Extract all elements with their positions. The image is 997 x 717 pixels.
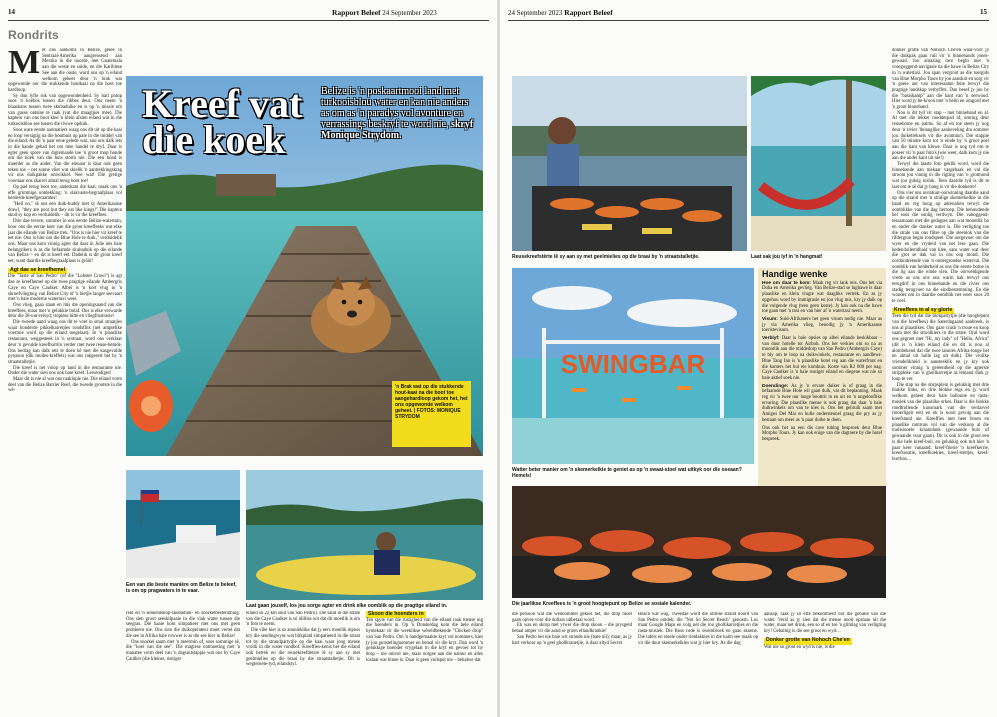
masthead: Rapport Beleef [564,8,613,17]
top-rule [8,20,489,21]
tip-text: Suid-Afrikaners het geen visum nodig nie. Maar as jy via Amerika vlieg, benodig jy 'n Amerikaanse toeristevisum. [762,316,883,334]
tip-text: As jy 'n ervare duiker is of graag in die befaamde Blue Hole wil gaan duik, vat dit beplanning. Maak reg vir 'n twee uur lange boottrit in en uit en 'n ongelooflike ervaring. Die plaaslike mense is ook graag dat daar 'n baie duikwinkels om van te kies is. Ons het gebruik saam met Amigos Del Mar en hulle ondersteunel graag die pry as jy bestaan om meer as 'n paar duike te doen. [762,383,883,423]
tip-item [762,336,882,382]
article-column-3 [246,611,360,713]
article-paragraph: Ek was en skrop met yrwer die drop skoon – die prysgeld betaal amper vir die aand se groen ellandkrankie! [512,623,632,635]
standfirst [321,86,476,141]
masthead: Rapport Beleef [332,8,381,17]
article-paragraph: Maar dit is nie al wat ons raaklopie nie. Die eiland vorm deel van die Belize Barrier Reef, die tweede grootste in die wê- [8,377,122,394]
article-column-2 [126,611,240,713]
drop-cap: M [8,48,41,81]
headline-line-2: die koek [142,117,286,162]
article-paragraph: Wat nie so groot en wyd is nie, is die [764,644,835,650]
subheading: Skoon die hoenders in [368,611,424,617]
lobster-grill-illustration [512,76,747,251]
page-number: 15 [980,8,987,16]
hammock-illustration [751,76,886,251]
headline-line-1: Kreef vat [142,81,303,126]
article-paragraph: Ons vier ons avontuur-oorwinning daardie aand op die strand met 'n stralige skemerkelkie in die hand en reg hoog op adrenalien terwyl die oomblikke van die dag herroep. Die behoudende hel soos die sonlig verdwyn. Die vanoggend-tesaarnaam met die gedagtes aan wat moontlik bo en onder die donker water is. Die verligting toe die strale van ons flitse op die steenlok van die rifdergroe begin rondspeel. Die oorgevoer om die wyer en die vrydeid van net lese gaan. Die hedendollemdhaid van klee, sans water wat deur die grot se dak val in ons oop mond. Die oordondreende van 'n ondergrondse waterval. Die oomblik van helderheid as ons die eerste bome in die lig aan die einde sien. Die oorweldigende vrede as ons ons ons warm hak terwyl ons terugdrif in ons binnebande en die rivier ons stadig terugvoer na die eindbestemming. En die wonder om in daardie oomblik net weer soos 20 te voel. [892,190,989,304]
article-column-7 [764,612,886,713]
folio-masthead [332,8,437,17]
article-paragraph: donker grotte van Nohoch Che'en waar-voor jy die duikpak gaan ruil vir 'n binnebands jones-gewaad. Jou amazing race begin met 'n vroegoggend-navigasie na die hawe in Belize City in 'n watertaxi. Jou span vergroot as die toergids van Blue Morpho Tours by jou aansluit en sorg vir 'n goeie uur van interessante feite terwyl die pragtige landskap verbyflits. Dan besef jy jou by die "basiskamp" aan die kant van 'n oerwoud. Hier word jy be-kroon met 'n helm en omgord met 'n groot binneband. [892,48,989,111]
section-label: Rondrits [8,28,59,42]
festival-photo [512,486,886,598]
issue-date: 24 September 2023 [508,9,563,17]
tip-item [762,281,882,315]
kayak-caption: Laat gaan jouself, los jou sorge agter en drink elke oomblik op die pragtige eiland in. [246,603,448,609]
article-paragraph: Soos ware eerste aanmatiers waag ons dit uit op die kaai en loop versigtig na die houthuis op pale in die middel van die eiland. As dit 'n paar eeue gelede was, sou ons dalk iets in die hande gehad het om mee handel te dryf. Daar is egter geen spore van diglemande toe 'n groot mop honde om die hoek van die huis storm nie. Die een hond is maerder as die ander. Van die eienaar is daar ook geen teken nie – net sonne vliet wat skielik 'n aantrekkingskrag vir ons duikpakke ontwikkel. Nee wat! Die gretige voomaar ons skarrel almal terug boot toe! [8,127,122,185]
article-paragraph: aansap, raak jy so effe bekommerd oor die gebalie van die water. Verál as jy sien dat die mense nooit opstaan uit die water, maar net drink, een so af en toe 'n glimlag van verligting kry! Gebalnig is die see groot en wyd… [764,612,886,635]
tip-label: Verblyf: [762,336,780,342]
headline [142,81,303,162]
tip-label: Visum: [762,316,778,322]
article-paragraph: Drie dae tevore, sommer in ons eerste Belize-watertuin, hoor ons die eerste keer van die groot kreeffeeks wat elke jaar die eilande van Belize trek. "Ons is nie hier vir kreef te eet nie. Ons is hier om die Blue Hole te duik," verduidelik ons. Maar ons kom vinnig agter dat daar in Julie iets baie belangrikers is as die befaamde skubaduik op die eilande van Belize – en dit is kreef eet. Dadelik is dit groot kreef eet, want daardie kreefbegraafplaas is grôôt! [8,219,122,265]
snorkel-boat-photo [126,470,240,578]
right-page [500,0,997,717]
article-paragraph: Nou is dit tyd vir stap – met binneband en al. Al met die lekker modderpad af, omring deur reusebome en palms. So af en toe steen jy nog deur 'n rivier 'llelanglike aanbeveling dra sommer jou duiketreksels vir die avontuur). Die stappie van 50 minute kom tot 'n einde by 'n groot poel aan die kant van klowe. Daar is nog tyd om te poseer vir 'n paar foto's (wie weet, dalk kom jy nie aan die ander kant uit nie!) [892,110,989,162]
photo-caption-box: 'n Brak wat op die stukkende hout-kaai na die boot toe aangehardloop gekom het, het ons opgewonde welkom geheet. | FOTOS: MONIQUE STRYDOM [392,381,471,447]
article-paragraph: reld en 'n sennentskop-skubaduik- en snorkelbestemming. Ons sien groot seeskilpaaie in die vlak water tussen die seegras. Die haaie kom simpatieer met ons met geen probleem nie. Ons sien die duikoperateur moet vertel dat die see in Afrika baie rowwer is as die see hier in Belize! [126,611,240,639]
subheading: Agt dae se kreefhemel [10,267,66,274]
swingbar-sign: SWINGBAR [560,349,706,379]
article-column-6 [638,612,758,713]
article-paragraph: Die kreef is net volop op land in die restaurante nie. Onder die water sien ons ook baie kreef. Lewendiges! [8,365,122,377]
tip-item [762,426,882,443]
snorkel-caption: Een van die beste manière om Belize te beleef, is om op pragwaters in te vaar. [126,582,237,594]
left-page [0,0,497,717]
article-paragraph: Ons vlieg, gaan staan en mis die openingsaand van die kreeffees, maar met 'n gelukkie bolaf. Ons is elke verwarde deur die 38-uur-reisyd; tropiese hitte en vliegfrustrasie! [8,302,122,320]
top-rule [508,20,989,21]
article-column-4 [366,611,483,713]
article-paragraph: die persoon wat die wennommer gekies het, die drop moet gaan opvee voor die dollars uitbetaal word. [512,612,632,623]
article-paragraph: Die tweede aand waag ons dit te voet in smal straatjies waar honderde pikkelkarretjies rondsflits (net amptelike voertuie word op die eiland toegelaat). In 'n plaaslike restaurant, weggesteek in 'n systraat, word ons verklaar deur 'n gevulde kreefburrito verder met twee reuse-hemde. Ons bedrag kan dalk iets te doen hê met die kasgevulde pynasuu (dik muiles-kreffels) wat ons rakgesert het by 'n straatstalletjie. [8,320,122,365]
tip-text: Ons ook het na een dis cave tubing besproek deur Blue Morpho Tours. Jy kan ook enige van die dagtoere by die hotel bespreek. [762,425,882,442]
swingbar-caption: Watter beter manier om 'n skemerkelkie te geniet as op 'n swaai-stoel wat uitkyk oor die oseaan? Hemels! [512,467,742,479]
festival-caption: Die jaarlikse Kreeffees is 'n groot hoogtepunt op Belize se sosiale kalender. [512,601,692,607]
tip-item [762,317,882,334]
snorkel-boat-illustration [126,470,240,578]
swingbar-photo [512,268,754,464]
tip-text: Daar is baie opsies op albei eilande beskikbaar – van duur hotelle tot Airbnb. Ons het verkies om so na as moontlik aan die middedorp van San Pedro (Ambergris Caye) te bly om te loop na duikwinkels, restaurante en aandlewe. Blue Tang Inn is 'n plaaslike hotel reg aan die waterfront en die kamers het hul eie kombuis. Koste van R2 000 per nag. Caye Caulker is 'n baie rustiger eiland en diegene wat nie so baie aktief soek nie. [762,336,882,381]
article-paragraph: San Pedro het nie baie wit strande nie (bate nil); maar, as jy hart verkoor op 'n geel ghollkranetjie, is daar altyd Secret [512,634,632,646]
page-number: 14 [8,8,15,16]
article-paragraph: Ons snorkel saam met 'n meermin of, soos sommige sê, die "koei van die see". Die magiese ontmoeting met 'n manatee vorm deel van 'n dagsuitstappie wat ons by Caye Caulker (die kleiner, rustiger [126,639,240,662]
swingbar-illustration [512,268,754,464]
lobster-grill-photo [512,76,747,251]
article-paragraph: eiland so 22 km suid van San Pedro). Die sand in die strate van die Caye Caulker is só idillies wit dat dit moeilik is om 'n foto te neem. [246,611,360,628]
tip-label: Hoe om daar te kom: [762,280,812,286]
article-column-1 [8,48,122,713]
article-paragraph: et ons aankoms in Belize, geleë in Sentraal-Amerika aangrensend aan Mexiko in die noorde, met Guatemala aan die weste en suide, en die Karibiese See aan die ooste, word ons op 'n eiland welkom geheet deur 'n brak wat opgewonde oor die stukkende houtkaai na die boot toe hardloop. [8,48,122,93]
hammock-caption: Laat sak jou lyf in 'n hangmat! [751,254,823,260]
issue-date: 24 September 2023 [382,9,437,17]
tip-label: Doendinge: [762,383,789,389]
kayak-photo [246,470,483,600]
tip-item [762,384,882,424]
article-column-5 [512,612,632,713]
subheading: Donker grotte van Nohoch Che'en [766,637,850,644]
article-paragraph: Beach wat wag. Tweedae word die idillise strand noord van San Pedro ontdek: die "Not So Secret Beach" genoem. Los maar Google Maps en volg net die rou ghollikarretjies en die rasta-musiek. Die Boss code is swembroek en gaan skoene. Die tafels en stoele onder rietdakkies in die kalm see maak op vir die duur skemerkelkies wat jy hier kry. As die dag [638,612,758,646]
festival-illustration [512,486,886,598]
tip-text: Maak reg vir lank reis. Ons het via Doha en Amerika gevlieg. Van Belize-stad se lughawe is daar plaaslike en klein vlugte wat daagliks vertrek. En as jy opgehou word by immigrasie en jou vlug mis, kry jy dalk op die volgende vlug (teen geen koste). Jy kan ook na die hawe toe gaan met 'n taxi en van hier af 'n watertaxi neem. [762,280,882,315]
standfirst-text: Belize is 'n poskaartmooi land met turkooisblou water en kan nie anders as om as 'n paradys vol avonture en verrassings beskryf te word nie, [321,86,469,130]
kayak-illustration [246,470,483,600]
article-paragraph: Die stap na die dorpsplein is gelukkig met drie blokke links, en drie blokke regs en jy word welkom geheet deur baie ballonne en rasta-musiek van die plaaslike orkes. Daar is die blokke rondtrollende kunsmark van die verdarvel (moerligeir eet) en ek is nooit gevolg aan die kreefstand nie. Kreeffies met heet bruen en plaaslike rumruns vol van die verkoop al die tradisionele kraamdank (gewaande huis of gewaande vuur gaan). Dit is ook in die groot een is die hele kreef-buil, en gelukkig ook tuit hier 'n paar keer vanaand: kreef-flierie 'n kreefkerrie, kreefsosatie, kreefkoekies, kreef-stertjes, kreef-burritos… [892,382,989,462]
grill-caption: Reusekreefstêrte lê sy aan sy met geelmielies op die braai by 'n straatstalletjie. [512,254,700,260]
article-column-8 [892,48,989,713]
article-paragraph: Teen die tyd dat die blokpartytjie (die hoogtepunt van die kreeffees) die Saterdagaand aanbreek, is ons al plaaslikes. Ons gaze crash 'n troue en koop saam met die stroolkiers in die strate. Oral word ons gegroet met "Hi, my lady" of "Hello, Africa" (dit is 'n klein eiland dié en dit is nou al alombekend dat die twee tannies Afrika-longe het en almal uit hulle lag uit dulk). Die vrolike vriendelikheid is aansteeklik en jy kry ook sommer vinnig 'n geleentheid op die agterste strippleke van 'n ghollkarretjie as lemand dink jy loop te ver. [892,314,989,383]
folio-masthead [508,8,613,17]
byline: skryf Monique Strydom. [321,119,474,141]
tips-title: Handige wenke [762,269,828,279]
article-paragraph: Ten spyte van die rustigheid van die eiland raak mense nig die hoenders in. Op 'n Donderdag kom die hele eiland bymekaar vir die weeklikse wêreldbekende "Chicken drop" van San Pedro. Om 'n handgemaakte kryt vol nommers, kies jy jou gunstelingnommer en betaal vir die kryt. Dan word 'n gelukkige hoender vrygelaat in die kryt en gevoer tot hy drop – nie omvol nie, maar oorgee aan die natuur en alles loslaat wat binne is. Daar is geen vuilspel nie – behalwe dat [366,617,483,663]
article-paragraph: Op pad terug boot toe, anderkant die kaai, maak ons 'n effe grimmige ontdekking: 'n slakvaste-begraafplaas vol herderde kreefgeraamtes! [8,184,122,202]
subheading: Kreeffees in al sy glorie [894,307,953,314]
article-paragraph: Sy dun lyfie ruk van opgewondenheid. Sy hart pomp soos 'n hoëbos tussen die ribbes deur. Ons neem 'n blaaskans tussen twee skubaduike en is op 'n missie om van gasse ontslae te raak (vat die maagtjies mee). Die kaptein van ons boot klee 'n klein afsien eiland wat in die turkooisblou see tussen die riwwe opduik. [8,93,122,128]
article-paragraph: Die "Taste of San Pedro" (of die "Lobster Crawl") is agt dae se kreefhemel op die twee pragtige eilande Ambergris Caye en Caye Caulker. Albei is 'n kort vlug in 'n skroefvliegtuig van Belize City of 'n bietjie langer seevaart met 'n baie moderne watertaxi weer. [8,274,122,303]
article-paragraph: Die vibe hier is so anonieklike dat jy eers moeilik mposs kry die sendingwyse wat blikplatd simpatieerd in die straat tot by die strandpartytjie op die kaai waar jong mense vrolik in die water rondbof. Kreeffies-kenis het die eiland ook betrek en die reusekreeftietsre lê sy aan sy met geelmielies op die braai by die straatstalletjie. Dit is wegternete-tyd, eilandstyl. [246,628,360,668]
article-paragraph: Terwyl die laaste foto geklik word, word die binnebande aan mekaar vasgehaak en val die stroom jou vinnig in die rigting van 'n grotmond wat jou gulsig insluk. Teen daardie tyd is dit te laat om te sê dat jy bang is vir die donkerte! [892,162,989,190]
article-paragraph: "Hell no," sê ons een duik-buddy met sy Amerikaanse drawl, "they are poor but they eat like kings!" Die kaptein skud sy kop en verduidelik – dit is vir die kreeffees. [8,201,122,219]
hammock-photo [751,76,886,251]
